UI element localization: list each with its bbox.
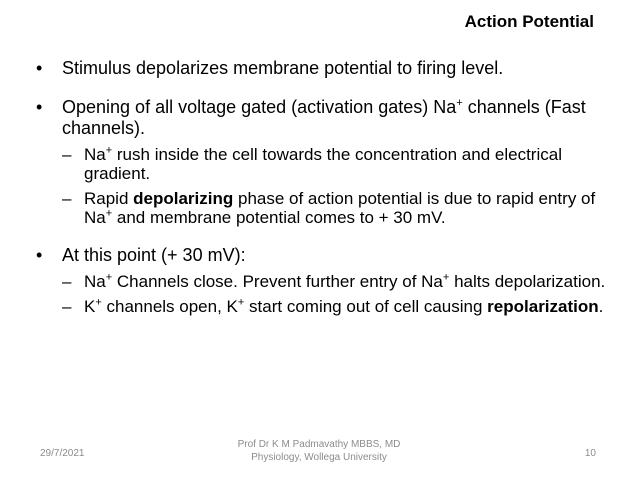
dash-mark: – xyxy=(62,297,72,316)
footer-author xyxy=(0,438,638,464)
bullet-text-cont: channels (Fast channels). xyxy=(62,97,586,138)
bullet-at-this-point xyxy=(36,245,606,266)
bold-term-repolarization: repolarization xyxy=(487,297,599,316)
superscript-plus: + xyxy=(456,97,463,109)
bullet-stimulus xyxy=(36,58,606,79)
bullet-text: At this point (+ 30 mV): xyxy=(62,245,246,265)
sub-text-cont: rush inside the cell towards the concentration and electrical gradient. xyxy=(84,145,562,183)
dash-mark: – xyxy=(62,189,72,208)
sub-bullet-k-open xyxy=(36,297,606,316)
sub-text-cont: start coming out of cell causing xyxy=(244,297,488,316)
sub-text: K xyxy=(84,297,96,316)
sub-bullet-rapid-depolarizing xyxy=(36,189,606,227)
sub-text-cont: halts depolarization. xyxy=(449,272,606,291)
sub-text-cont: and membrane potential comes to + 30 mV. xyxy=(112,208,446,227)
superscript-plus: + xyxy=(105,207,113,220)
sub-text: Rapid xyxy=(84,189,134,208)
bold-term-depolarizing: depolarizing xyxy=(133,189,234,208)
superscript-plus: + xyxy=(105,144,113,157)
bullet-mark: • xyxy=(36,245,43,265)
dash-mark: – xyxy=(62,145,72,164)
superscript-plus: + xyxy=(95,296,102,309)
slide-title: Action Potential xyxy=(464,12,594,31)
slide-footer xyxy=(0,438,638,478)
bullet-mark: • xyxy=(36,58,43,78)
sub-text-end: . xyxy=(598,297,604,316)
bullet-opening-channels xyxy=(36,97,606,139)
sub-bullet-na-rush xyxy=(36,145,606,183)
superscript-plus: + xyxy=(442,271,450,284)
sub-text-mid: channels open, K xyxy=(101,297,238,316)
footer-page-number: 10 xyxy=(584,448,596,459)
dash-mark: – xyxy=(62,272,72,291)
sub-text-mid: phase of action potential is due to rapid entry of Na xyxy=(84,189,596,227)
footer-author-line1: Prof Dr K M Padmavathy MBBS, MD xyxy=(237,439,401,450)
sub-bullet-na-close xyxy=(36,272,606,291)
sub-text-mid: Channels close. Prevent further entry of Na xyxy=(112,272,443,291)
bullet-text: Stimulus depolarizes membrane potential to firing level. xyxy=(62,58,504,78)
footer-date: 29/7/2021 xyxy=(40,448,85,459)
slide-content xyxy=(36,58,606,316)
superscript-plus: + xyxy=(237,296,245,309)
sub-text: Na xyxy=(84,272,106,291)
sub-text: Na xyxy=(84,145,106,164)
footer-author-line2: Physiology, Wollega University xyxy=(251,452,387,463)
bullet-mark: • xyxy=(36,97,43,117)
superscript-plus: + xyxy=(105,271,113,284)
bullet-text: Opening of all voltage gated (activation gates) Na xyxy=(62,97,457,117)
